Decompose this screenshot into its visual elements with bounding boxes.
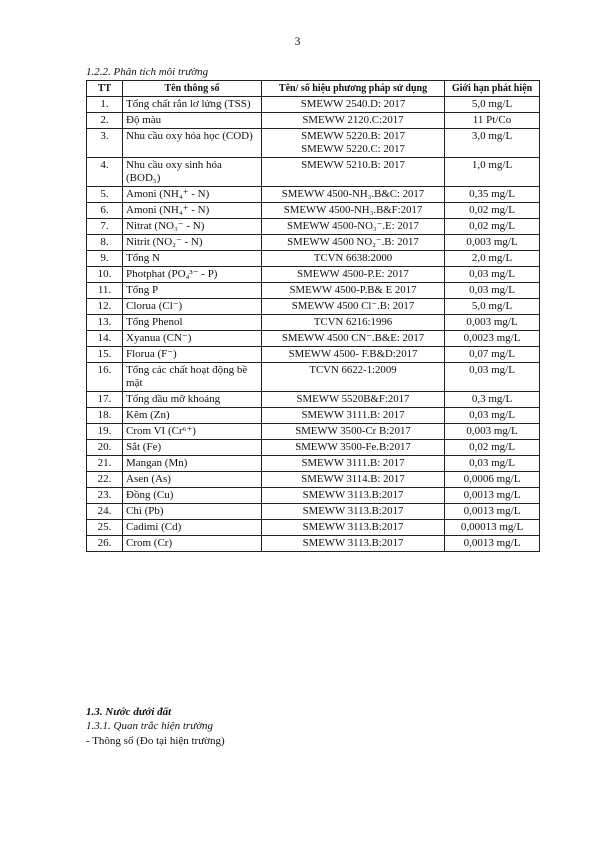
table-row [87, 520, 540, 536]
table-row [87, 315, 540, 331]
cell-name: Tổng Phenol [123, 315, 262, 331]
header-tt: TT [87, 81, 123, 97]
table-row [87, 219, 540, 235]
cell-limit: 0,03 mg/L [445, 267, 540, 283]
section-caption: 1.2.2. Phân tích môi trường [86, 66, 209, 78]
header-name: Tên thông số [123, 81, 262, 97]
table-row [87, 158, 540, 187]
cell-name: Tổng các chất hoạt động bề mặt [123, 363, 262, 392]
cell-method: TCVN 6638:2000 [262, 251, 445, 267]
cell-limit: 0,3 mg/L [445, 392, 540, 408]
cell-limit: 0,0013 mg/L [445, 488, 540, 504]
cell-tt: 8. [87, 235, 123, 251]
cell-limit: 0,03 mg/L [445, 283, 540, 299]
table-row [87, 113, 540, 129]
table-row [87, 363, 540, 392]
cell-tt: 18. [87, 408, 123, 424]
cell-method: SMEWW 3500-Fe.B:2017 [262, 440, 445, 456]
cell-name: Nhu cầu oxy hóa học (COD) [123, 129, 262, 158]
cell-tt: 4. [87, 158, 123, 187]
parameters-table [86, 80, 540, 552]
cell-tt: 17. [87, 392, 123, 408]
table-row [87, 488, 540, 504]
cell-limit: 5,0 mg/L [445, 299, 540, 315]
table-row [87, 408, 540, 424]
cell-limit: 0,003 mg/L [445, 315, 540, 331]
table-row [87, 331, 540, 347]
cell-method: SMEWW 5210.B: 2017 [262, 158, 445, 187]
cell-name: Chì (Pb) [123, 504, 262, 520]
cell-method: SMEWW 3111.B: 2017 [262, 456, 445, 472]
cell-method: SMEWW 3113.B:2017 [262, 536, 445, 552]
cell-limit: 0,0006 mg/L [445, 472, 540, 488]
cell-tt: 3. [87, 129, 123, 158]
table-header-row [87, 81, 540, 97]
cell-method: SMEWW 4500-NH₃.B&F:2017 [262, 203, 445, 219]
cell-name: Clorua (Cl⁻) [123, 299, 262, 315]
table-row [87, 299, 540, 315]
cell-name: Đồng (Cu) [123, 488, 262, 504]
cell-method: SMEWW 2120.C:2017 [262, 113, 445, 129]
section-subheading: 1.3.1. Quan trắc hiện trường [86, 720, 214, 732]
cell-limit: 0,03 mg/L [445, 408, 540, 424]
cell-method: TCVN 6622-1:2009 [262, 363, 445, 392]
cell-name: Nitrat (NO₃⁻ - N) [123, 219, 262, 235]
cell-limit: 0,0013 mg/L [445, 536, 540, 552]
cell-limit: 0,003 mg/L [445, 235, 540, 251]
cell-tt: 22. [87, 472, 123, 488]
cell-method: SMEWW 3113.B:2017 [262, 488, 445, 504]
cell-limit: 0,00013 mg/L [445, 520, 540, 536]
cell-method: SMEWW 4500-NH₃.B&C: 2017 [262, 187, 445, 203]
cell-tt: 26. [87, 536, 123, 552]
table-row [87, 187, 540, 203]
cell-method: SMEWW 5520B&F:2017 [262, 392, 445, 408]
cell-name: Xyanua (CN⁻) [123, 331, 262, 347]
cell-name: Nitrit (NO₂⁻ - N) [123, 235, 262, 251]
cell-name: Crom VI (Cr⁶⁺) [123, 424, 262, 440]
cell-limit: 2,0 mg/L [445, 251, 540, 267]
cell-name: Tổng dầu mỡ khoáng [123, 392, 262, 408]
cell-limit: 11 Pt/Co [445, 113, 540, 129]
cell-tt: 1. [87, 97, 123, 113]
cell-name: Asen (As) [123, 472, 262, 488]
cell-name: Tổng P [123, 283, 262, 299]
cell-name: Cadimi (Cd) [123, 520, 262, 536]
cell-tt: 9. [87, 251, 123, 267]
cell-limit: 0,07 mg/L [445, 347, 540, 363]
cell-method: SMEWW 4500- F.B&D:2017 [262, 347, 445, 363]
table-row [87, 235, 540, 251]
cell-tt: 25. [87, 520, 123, 536]
cell-name: Crom (Cr) [123, 536, 262, 552]
cell-tt: 15. [87, 347, 123, 363]
cell-tt: 23. [87, 488, 123, 504]
cell-name: Florua (F⁻) [123, 347, 262, 363]
cell-method: TCVN 6216:1996 [262, 315, 445, 331]
table-row [87, 504, 540, 520]
table-row [87, 536, 540, 552]
cell-name: Tổng N [123, 251, 262, 267]
header-limit: Giới hạn phát hiện [445, 81, 540, 97]
table-row [87, 251, 540, 267]
cell-name: Amoni (NH₄⁺ - N) [123, 203, 262, 219]
cell-tt: 14. [87, 331, 123, 347]
cell-tt: 24. [87, 504, 123, 520]
section-heading: 1.3. Nước dưới đất [86, 706, 172, 718]
cell-tt: 19. [87, 424, 123, 440]
cell-name: Amoni (NH₄⁺ - N) [123, 187, 262, 203]
page-number: 3 [294, 36, 301, 48]
cell-name: Photphat (PO₄³⁻ - P) [123, 267, 262, 283]
cell-method: SMEWW 2540.D: 2017 [262, 97, 445, 113]
section-note: - Thông số (Đo tại hiện trường) [86, 735, 225, 747]
cell-tt: 16. [87, 363, 123, 392]
table-row [87, 472, 540, 488]
table-row [87, 440, 540, 456]
cell-limit: 0,003 mg/L [445, 424, 540, 440]
cell-limit: 0,35 mg/L [445, 187, 540, 203]
table-row [87, 456, 540, 472]
table-row [87, 267, 540, 283]
cell-tt: 10. [87, 267, 123, 283]
cell-tt: 5. [87, 187, 123, 203]
cell-tt: 6. [87, 203, 123, 219]
cell-name: Nhu cầu oxy sinh hóa (BOD₅) [123, 158, 262, 187]
table-row [87, 129, 540, 158]
cell-limit: 0,02 mg/L [445, 440, 540, 456]
cell-limit: 0,02 mg/L [445, 203, 540, 219]
cell-method: SMEWW 4500-P.B& E 2017 [262, 283, 445, 299]
cell-method: SMEWW 3111.B: 2017 [262, 408, 445, 424]
cell-method: SMEWW 3114.B: 2017 [262, 472, 445, 488]
table-row [87, 283, 540, 299]
cell-name: Mangan (Mn) [123, 456, 262, 472]
cell-name: Kẽm (Zn) [123, 408, 262, 424]
table-row [87, 97, 540, 113]
cell-method: SMEWW 3500-Cr B:2017 [262, 424, 445, 440]
cell-tt: 20. [87, 440, 123, 456]
cell-tt: 11. [87, 283, 123, 299]
cell-method: SMEWW 4500-P.E: 2017 [262, 267, 445, 283]
table-row [87, 203, 540, 219]
cell-limit: 0,0013 mg/L [445, 504, 540, 520]
cell-method: SMEWW 4500 NO₂⁻.B: 2017 [262, 235, 445, 251]
cell-method: SMEWW 3113.B:2017 [262, 504, 445, 520]
cell-limit: 1,0 mg/L [445, 158, 540, 187]
header-method: Tên/ số hiệu phương pháp sử dụng [262, 81, 445, 97]
cell-tt: 12. [87, 299, 123, 315]
cell-tt: 2. [87, 113, 123, 129]
cell-limit: 0,0023 mg/L [445, 331, 540, 347]
cell-tt: 7. [87, 219, 123, 235]
cell-method: SMEWW 4500 CN⁻.B&E: 2017 [262, 331, 445, 347]
cell-method: SMEWW 4500 Cl⁻.B: 2017 [262, 299, 445, 315]
cell-limit: 3,0 mg/L [445, 129, 540, 158]
table-row [87, 424, 540, 440]
table-row [87, 347, 540, 363]
cell-name: Sắt (Fe) [123, 440, 262, 456]
cell-limit: 5,0 mg/L [445, 97, 540, 113]
table-row [87, 392, 540, 408]
cell-limit: 0,03 mg/L [445, 363, 540, 392]
cell-limit: 0,03 mg/L [445, 456, 540, 472]
cell-tt: 13. [87, 315, 123, 331]
cell-name: Độ màu [123, 113, 262, 129]
cell-method: SMEWW 5220.B: 2017 SMEWW 5220.C: 2017 [262, 129, 445, 158]
cell-method: SMEWW 3113.B:2017 [262, 520, 445, 536]
cell-tt: 21. [87, 456, 123, 472]
cell-limit: 0,02 mg/L [445, 219, 540, 235]
cell-method: SMEWW 4500-NO₃⁻.E: 2017 [262, 219, 445, 235]
table-body [87, 97, 540, 552]
cell-name: Tổng chất rắn lơ lửng (TSS) [123, 97, 262, 113]
